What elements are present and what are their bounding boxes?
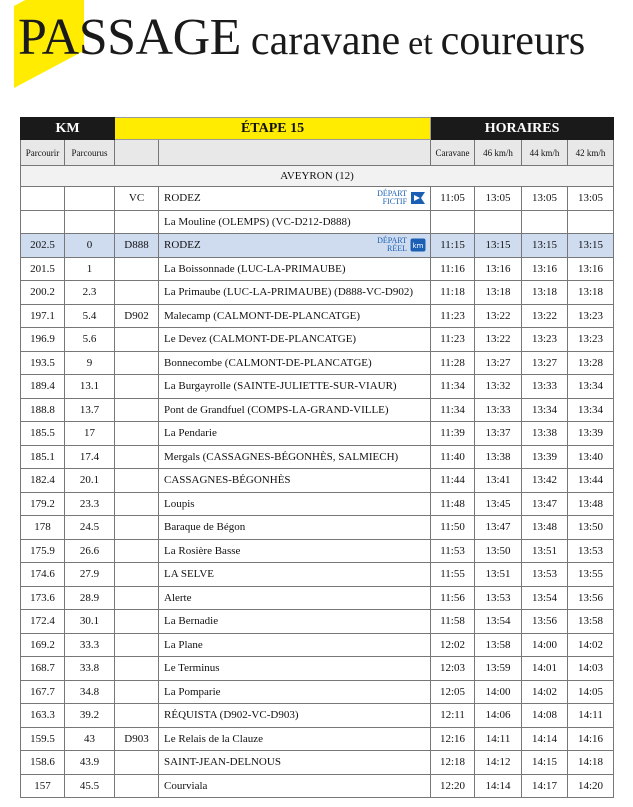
place-name-text: CASSAGNES-BÉGONHÈS — [164, 474, 291, 487]
place-name-text: Courviala — [164, 779, 208, 792]
page-header — [0, 0, 633, 110]
table-row — [21, 680, 614, 704]
place-name-text: SAINT-JEAN-DELNOUS — [164, 756, 281, 769]
road-code — [115, 281, 159, 305]
place-name-text: La Pomparie — [164, 685, 221, 698]
caravane-time: 11:34 — [431, 375, 475, 399]
caravane-time: 11:23 — [431, 328, 475, 352]
km-remaining — [21, 210, 65, 234]
km-done: 5.6 — [65, 328, 115, 352]
km-done: 24.5 — [65, 516, 115, 540]
caravane-time: 11:28 — [431, 351, 475, 375]
time-44kmh: 13:16 — [522, 257, 568, 281]
place-name-text: Le Devez (CALMONT-DE-PLANCATGE) — [164, 333, 357, 346]
km-remaining: 159.5 — [21, 727, 65, 751]
time-42kmh: 13:28 — [568, 351, 614, 375]
time-44kmh: 14:15 — [522, 751, 568, 775]
time-42kmh: 13:44 — [568, 469, 614, 493]
place-name — [159, 563, 431, 587]
road-code — [115, 351, 159, 375]
km-done: 30.1 — [65, 610, 115, 634]
caravane-time: 11:40 — [431, 445, 475, 469]
place-name — [159, 727, 431, 751]
place-name — [159, 680, 431, 704]
road-code — [115, 680, 159, 704]
place-name-text: Baraque de Bégon — [164, 521, 246, 534]
place-name — [159, 187, 431, 211]
table-row — [21, 375, 614, 399]
time-42kmh: 13:50 — [568, 516, 614, 540]
start-badge — [371, 190, 426, 206]
caravane-time: 11:39 — [431, 422, 475, 446]
km-done: 34.8 — [65, 680, 115, 704]
time-44kmh: 14:00 — [522, 633, 568, 657]
place-name-text: Loupis — [164, 497, 195, 510]
place-name — [159, 751, 431, 775]
time-42kmh: 13:23 — [568, 328, 614, 352]
km-done: 2.3 — [65, 281, 115, 305]
table-row — [21, 469, 614, 493]
place-name — [159, 633, 431, 657]
time-44kmh: 13:54 — [522, 586, 568, 610]
time-46kmh: 13:27 — [475, 351, 522, 375]
table-row — [21, 563, 614, 587]
time-46kmh: 13:22 — [475, 304, 522, 328]
place-name-text: Pont de Grandfuel (COMPS-LA-GRAND-VILLE) — [164, 403, 389, 416]
place-name — [159, 586, 431, 610]
table-row — [21, 210, 614, 234]
col-header-42kmh: 42 km/h — [568, 140, 614, 166]
col-header-place — [159, 140, 431, 166]
km-remaining: 200.2 — [21, 281, 65, 305]
col-header-parcourir: Parcourir — [21, 140, 65, 166]
place-name — [159, 469, 431, 493]
caravane-time: 11:23 — [431, 304, 475, 328]
time-46kmh — [475, 210, 522, 234]
time-44kmh: 13:22 — [522, 304, 568, 328]
road-code — [115, 492, 159, 516]
place-name — [159, 375, 431, 399]
place-name-text: Le Relais de la Clauze — [164, 732, 263, 745]
place-name — [159, 774, 431, 798]
caravane-time: 11:56 — [431, 586, 475, 610]
km-remaining: 189.4 — [21, 375, 65, 399]
time-46kmh: 13:18 — [475, 281, 522, 305]
time-46kmh: 13:22 — [475, 328, 522, 352]
km-remaining — [21, 187, 65, 211]
place-name-text: Mergals (CASSAGNES-BÉGONHÈS, SALMIECH) — [164, 450, 399, 463]
time-46kmh: 14:11 — [475, 727, 522, 751]
time-42kmh: 13:34 — [568, 398, 614, 422]
caravane-time: 12:18 — [431, 751, 475, 775]
time-46kmh: 13:50 — [475, 539, 522, 563]
km-done — [65, 187, 115, 211]
region-label: AVEYRON (12) — [21, 166, 614, 187]
time-44kmh: 13:42 — [522, 469, 568, 493]
time-42kmh: 13:40 — [568, 445, 614, 469]
km-remaining: 158.6 — [21, 751, 65, 775]
place-name — [159, 610, 431, 634]
time-42kmh: 13:58 — [568, 610, 614, 634]
time-42kmh: 13:16 — [568, 257, 614, 281]
time-44kmh: 13:56 — [522, 610, 568, 634]
caravane-time: 12:16 — [431, 727, 475, 751]
time-46kmh: 13:58 — [475, 633, 522, 657]
km-done — [65, 210, 115, 234]
table-row — [21, 328, 614, 352]
road-code — [115, 445, 159, 469]
km-remaining: 196.9 — [21, 328, 65, 352]
table-row — [21, 492, 614, 516]
km-done: 26.6 — [65, 539, 115, 563]
km-remaining: 168.7 — [21, 657, 65, 681]
place-name-text: LA SELVE — [164, 568, 215, 581]
place-name — [159, 328, 431, 352]
table-row — [21, 187, 614, 211]
km-remaining: 197.1 — [21, 304, 65, 328]
time-42kmh: 14:02 — [568, 633, 614, 657]
time-44kmh: 13:39 — [522, 445, 568, 469]
place-name — [159, 516, 431, 540]
road-code — [115, 422, 159, 446]
km-done: 45.5 — [65, 774, 115, 798]
place-name — [159, 257, 431, 281]
caravane-time: 12:05 — [431, 680, 475, 704]
km-done: 33.8 — [65, 657, 115, 681]
table-row — [21, 516, 614, 540]
caravane-time: 12:20 — [431, 774, 475, 798]
km-done: 33.3 — [65, 633, 115, 657]
km-remaining: 172.4 — [21, 610, 65, 634]
km-done: 28.9 — [65, 586, 115, 610]
caravane-time: 12:02 — [431, 633, 475, 657]
time-42kmh: 14:18 — [568, 751, 614, 775]
km-done: 9 — [65, 351, 115, 375]
time-42kmh: 13:48 — [568, 492, 614, 516]
time-46kmh: 13:54 — [475, 610, 522, 634]
km-done: 43.9 — [65, 751, 115, 775]
time-42kmh: 13:34 — [568, 375, 614, 399]
time-42kmh: 14:05 — [568, 680, 614, 704]
km-done: 39.2 — [65, 704, 115, 728]
time-42kmh: 13:53 — [568, 539, 614, 563]
place-name-text: RÉQUISTA (D902-VC-D903) — [164, 709, 299, 722]
km-done: 0 — [65, 234, 115, 258]
road-code — [115, 375, 159, 399]
table-row — [21, 445, 614, 469]
caravane-time: 11:55 — [431, 563, 475, 587]
road-code — [115, 516, 159, 540]
time-42kmh: 13:55 — [568, 563, 614, 587]
time-46kmh: 14:14 — [475, 774, 522, 798]
time-42kmh: 13:23 — [568, 304, 614, 328]
time-46kmh: 13:38 — [475, 445, 522, 469]
time-44kmh: 13:33 — [522, 375, 568, 399]
road-code: D903 — [115, 727, 159, 751]
road-code: D888 — [115, 234, 159, 258]
col-header-parcourus: Parcourus — [65, 140, 115, 166]
place-name-text: La Plane — [164, 638, 203, 651]
km-remaining: 167.7 — [21, 680, 65, 704]
time-46kmh: 13:05 — [475, 187, 522, 211]
time-46kmh: 14:12 — [475, 751, 522, 775]
time-44kmh: 13:18 — [522, 281, 568, 305]
km-remaining: 188.8 — [21, 398, 65, 422]
table-row — [21, 586, 614, 610]
time-42kmh: 13:39 — [568, 422, 614, 446]
time-44kmh: 14:14 — [522, 727, 568, 751]
km-done: 13.7 — [65, 398, 115, 422]
km-done: 5.4 — [65, 304, 115, 328]
time-46kmh: 13:59 — [475, 657, 522, 681]
km-remaining: 179.2 — [21, 492, 65, 516]
time-46kmh: 13:53 — [475, 586, 522, 610]
start-badge-label: DÉPART FICTIF — [377, 189, 408, 207]
time-46kmh: 13:45 — [475, 492, 522, 516]
caravane-time: 11:16 — [431, 257, 475, 281]
caravane-time: 11:05 — [431, 187, 475, 211]
caravane-time: 11:53 — [431, 539, 475, 563]
time-42kmh: 13:05 — [568, 187, 614, 211]
place-name — [159, 704, 431, 728]
km-remaining: 178 — [21, 516, 65, 540]
place-name-text: RODEZ — [164, 192, 201, 205]
road-code: VC — [115, 187, 159, 211]
km-done: 23.3 — [65, 492, 115, 516]
table-row — [21, 398, 614, 422]
table-row — [21, 704, 614, 728]
time-42kmh: 13:56 — [568, 586, 614, 610]
km-remaining: 174.6 — [21, 563, 65, 587]
time-44kmh: 14:17 — [522, 774, 568, 798]
km-remaining: 173.6 — [21, 586, 65, 610]
col-header-46kmh: 46 km/h — [475, 140, 522, 166]
time-46kmh: 14:06 — [475, 704, 522, 728]
km-zero-icon — [410, 238, 426, 252]
road-code — [115, 210, 159, 234]
flag-icon — [410, 191, 426, 205]
caravane-time: 12:03 — [431, 657, 475, 681]
time-46kmh: 13:37 — [475, 422, 522, 446]
time-42kmh: 13:18 — [568, 281, 614, 305]
km-remaining: 169.2 — [21, 633, 65, 657]
table-row — [21, 351, 614, 375]
place-name-text: La Bernadie — [164, 615, 219, 628]
km-done: 1 — [65, 257, 115, 281]
caravane-time: 11:44 — [431, 469, 475, 493]
place-name — [159, 234, 431, 258]
place-name — [159, 657, 431, 681]
time-42kmh: 14:03 — [568, 657, 614, 681]
km-remaining: 201.5 — [21, 257, 65, 281]
km-done: 13.1 — [65, 375, 115, 399]
km-remaining: 202.5 — [21, 234, 65, 258]
start-badge-label: DÉPART RÉEL — [377, 236, 408, 254]
time-44kmh: 13:34 — [522, 398, 568, 422]
km-done: 17.4 — [65, 445, 115, 469]
table-row — [21, 539, 614, 563]
stage-header: ÉTAPE 15 — [115, 118, 431, 140]
schedule-table-wrap — [20, 117, 613, 798]
table-row — [21, 633, 614, 657]
time-46kmh: 13:16 — [475, 257, 522, 281]
km-remaining: 185.1 — [21, 445, 65, 469]
km-remaining: 185.5 — [21, 422, 65, 446]
time-44kmh: 13:53 — [522, 563, 568, 587]
time-46kmh: 13:32 — [475, 375, 522, 399]
km-remaining: 175.9 — [21, 539, 65, 563]
col-header-caravane: Caravane — [431, 140, 475, 166]
time-44kmh: 14:02 — [522, 680, 568, 704]
table-row — [21, 257, 614, 281]
place-name — [159, 398, 431, 422]
table-row — [21, 751, 614, 775]
time-44kmh: 14:08 — [522, 704, 568, 728]
km-done: 17 — [65, 422, 115, 446]
road-code — [115, 751, 159, 775]
table-row — [21, 657, 614, 681]
road-code — [115, 586, 159, 610]
time-46kmh: 13:51 — [475, 563, 522, 587]
road-code — [115, 469, 159, 493]
time-44kmh: 14:01 — [522, 657, 568, 681]
road-code — [115, 328, 159, 352]
road-code — [115, 539, 159, 563]
table-row — [21, 281, 614, 305]
table-row — [21, 727, 614, 751]
time-44kmh: 13:15 — [522, 234, 568, 258]
svg-text:km: km — [412, 242, 424, 251]
place-name — [159, 445, 431, 469]
km-done: 43 — [65, 727, 115, 751]
time-44kmh — [522, 210, 568, 234]
place-name — [159, 539, 431, 563]
place-name-text: La Boissonnade (LUC-LA-PRIMAUBE) — [164, 262, 346, 275]
place-name-text: RODEZ — [164, 239, 201, 252]
region-row — [21, 166, 614, 187]
col-header-road — [115, 140, 159, 166]
time-42kmh — [568, 210, 614, 234]
road-code — [115, 563, 159, 587]
place-name-text: La Pendarie — [164, 427, 217, 440]
time-46kmh: 13:33 — [475, 398, 522, 422]
road-code: D902 — [115, 304, 159, 328]
time-46kmh: 14:00 — [475, 680, 522, 704]
km-remaining: 182.4 — [21, 469, 65, 493]
road-code — [115, 610, 159, 634]
col-header-44kmh: 44 km/h — [522, 140, 568, 166]
place-name — [159, 281, 431, 305]
schedule-table — [20, 117, 614, 798]
road-code — [115, 657, 159, 681]
caravane-time: 11:15 — [431, 234, 475, 258]
time-42kmh: 13:15 — [568, 234, 614, 258]
table-row — [21, 610, 614, 634]
table-row — [21, 304, 614, 328]
table-row — [21, 774, 614, 798]
table-row — [21, 234, 614, 258]
table-row — [21, 422, 614, 446]
place-name-text: La Burgayrolle (SAINTE-JULIETTE-SUR-VIAUR) — [164, 380, 397, 393]
place-name-text: La Rosière Basse — [164, 544, 241, 557]
time-44kmh: 13:38 — [522, 422, 568, 446]
road-code — [115, 774, 159, 798]
place-name-text: La Mouline (OLEMPS) (VC-D212-D888) — [164, 215, 351, 228]
place-name-text: La Primaube (LUC-LA-PRIMAUBE) (D888-VC-D902) — [164, 286, 414, 299]
km-header: KM — [21, 118, 115, 140]
caravane-time: 11:58 — [431, 610, 475, 634]
road-code — [115, 257, 159, 281]
place-name — [159, 422, 431, 446]
caravane-time: 11:34 — [431, 398, 475, 422]
time-44kmh: 13:47 — [522, 492, 568, 516]
km-remaining: 163.3 — [21, 704, 65, 728]
place-name — [159, 351, 431, 375]
caravane-time: 11:48 — [431, 492, 475, 516]
km-remaining: 193.5 — [21, 351, 65, 375]
km-done: 27.9 — [65, 563, 115, 587]
time-44kmh: 13:05 — [522, 187, 568, 211]
caravane-time — [431, 210, 475, 234]
time-44kmh: 13:51 — [522, 539, 568, 563]
km-remaining: 157 — [21, 774, 65, 798]
time-42kmh: 14:11 — [568, 704, 614, 728]
place-name — [159, 210, 431, 234]
road-code — [115, 398, 159, 422]
time-44kmh: 13:48 — [522, 516, 568, 540]
road-code — [115, 633, 159, 657]
caravane-time: 11:18 — [431, 281, 475, 305]
caravane-time: 11:50 — [431, 516, 475, 540]
time-46kmh: 13:47 — [475, 516, 522, 540]
place-name-text: Alerte — [164, 591, 192, 604]
page-title: PASSAGE caravane et coureurs — [18, 9, 586, 66]
start-badge — [371, 237, 426, 253]
time-46kmh: 13:15 — [475, 234, 522, 258]
time-46kmh: 13:41 — [475, 469, 522, 493]
time-42kmh: 14:16 — [568, 727, 614, 751]
road-code — [115, 704, 159, 728]
place-name — [159, 492, 431, 516]
place-name-text: Le Terminus — [164, 662, 220, 675]
place-name — [159, 304, 431, 328]
place-name-text: Malecamp (CALMONT-DE-PLANCATGE) — [164, 309, 361, 322]
km-done: 20.1 — [65, 469, 115, 493]
caravane-time: 12:11 — [431, 704, 475, 728]
times-header: HORAIRES — [431, 118, 614, 140]
time-42kmh: 14:20 — [568, 774, 614, 798]
place-name-text: Bonnecombe (CALMONT-DE-PLANCATGE) — [164, 356, 372, 369]
time-44kmh: 13:27 — [522, 351, 568, 375]
time-44kmh: 13:23 — [522, 328, 568, 352]
